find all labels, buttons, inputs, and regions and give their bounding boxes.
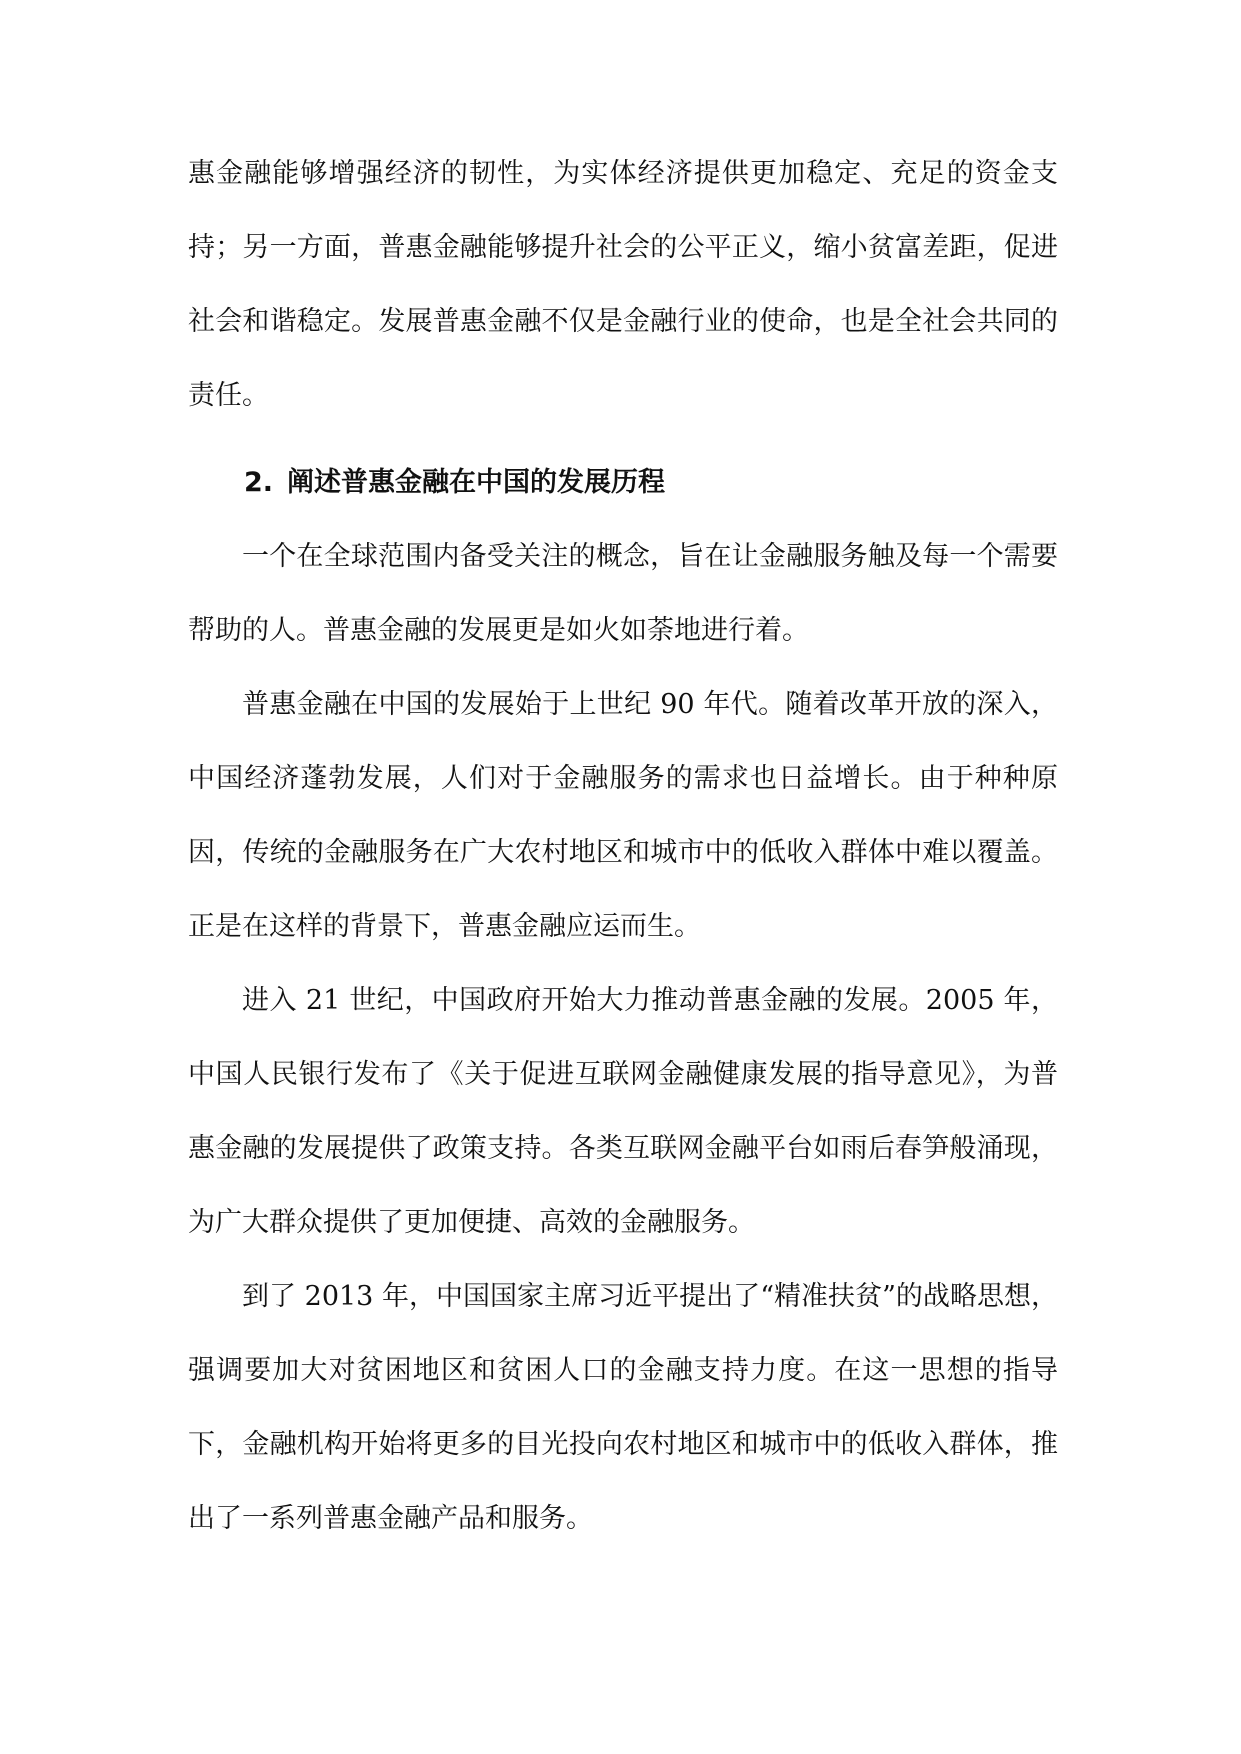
section-heading [188,446,1058,520]
document-body [188,137,1058,1556]
section-title: 阐述普惠金融在中国的发展历程 [287,467,666,498]
paragraph: 普惠金融在中国的发展始于上世纪 90 年代。随着改革开放的深入，中国经济蓬勃发展，人们对于金融服务的需求也日益增长。由于种种原因，传统的金融服务在广大农村地区和城市中的低收入群体中难以覆盖。正是在这样的背景下，普惠金融应运而生。 [188,689,1058,942]
paragraph: 到了 2013 年，中国国家主席习近平提出了“精准扶贫”的战略思想，强调要加大对贫困地区和贫困人口的金融支持力度。在这一思想的指导下，金融机构开始将更多的目光投向农村地区和城市中的低收入群体，推出了一系列普惠金融产品和服务。 [188,1281,1058,1534]
paragraph: 一个在全球范围内备受关注的概念，旨在让金融服务触及每一个需要帮助的人。普惠金融的发展更是如火如荼地进行着。 [188,541,1058,646]
section-number: 2. [244,467,274,498]
paragraph: 进入 21 世纪，中国政府开始大力推动普惠金融的发展。2005 年，中国人民银行发布了《关于促进互联网金融健康发展的指导意见》，为普惠金融的发展提供了政策支持。各类互联网金融平台如雨后春笋般涌现，为广大群众提供了更加便捷、高效的金融服务。 [188,985,1058,1238]
paragraph-continued: 惠金融能够增强经济的韧性，为实体经济提供更加稳定、充足的资金支持；另一方面，普惠金融能够提升社会的公平正义，缩小贫富差距，促进社会和谐稳定。发展普惠金融不仅是金融行业的使命，也是全社会共同的责任。 [188,158,1058,411]
